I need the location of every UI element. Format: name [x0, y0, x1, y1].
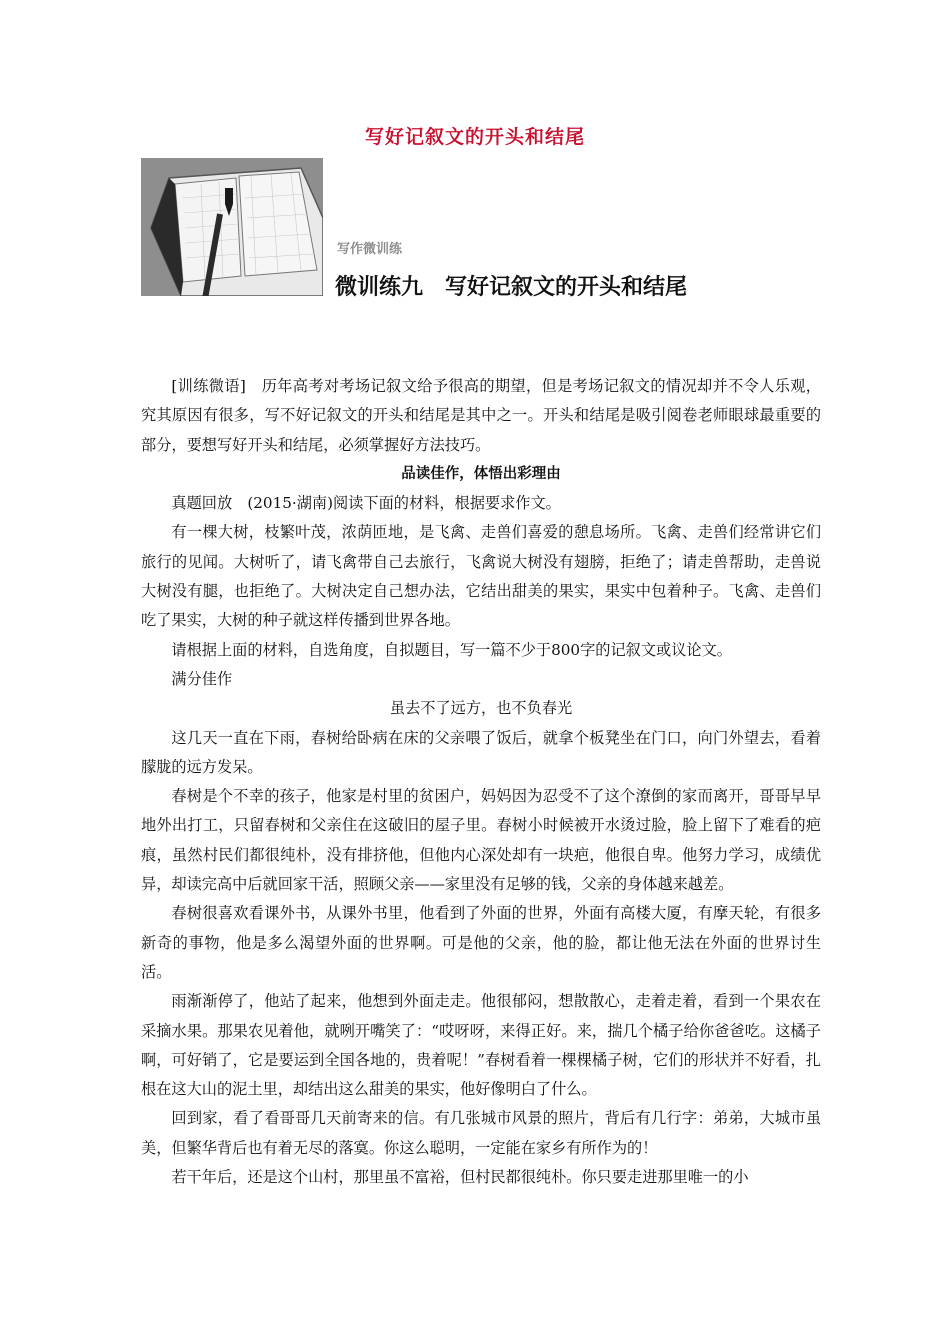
essay-paragraph: 若干年后，还是这个山村，那里虽不富裕，但村民都很纯朴。你只要走进那里唯一的小: [171, 1168, 749, 1187]
essay-paragraph: 回到家，看了看哥哥几天前寄来的信。有几张城市风景的照片，背后有几行字：弟弟，大城市虽美，但繁华背后也有着无尽的落寞。你这么聪明，一定能在家乡有所作为的！: [141, 1109, 821, 1157]
page-title: 写好记叙文的开头和结尾: [364, 126, 585, 148]
writing-requirement: 请根据上面的材料，自选角度，自拟题目，写一篇不少于800字的记叙文或议论文。: [171, 640, 732, 659]
essay-paragraph: 这几天一直在下雨，春树给卧病在床的父亲喂了饭后，就拿个板凳坐在门口，向门外望去，看着朦胧的远方发呆。: [141, 728, 821, 776]
exam-prompt-label: 真题回放 (2015·湖南)阅读下面的材料，根据要求作文。: [171, 494, 561, 513]
notebook-brush-photo: [141, 158, 323, 296]
notebook-brush-illustration: [141, 158, 323, 296]
essay-paragraph: 雨渐渐停了，他站了起来，他想到外面走走。他很郁闷，想散散心，走着走着，看到一个果农在采摘水果。那果农见着他，就咧开嘴笑了：“哎呀呀，来得正好。来，揣几个橘子给你爸爸吃。这橘子啊，可好销了，它是要运到全国各地的，贵着呢！”春树看着一棵棵橘子树，它们的形状并不好看，扎根在这大山的泥土里，却结出这么甜美的果实，他好像明白了什么。: [141, 992, 821, 1099]
training-intro: [训练微语] 历年高考对考场记叙文给予很高的期望，但是考场记叙文的情况却并不令人乐观，究其原因有很多，写不好记叙文的开头和结尾是其中之一。开头和结尾是吸引阅卷老师眼球最重要的部分，要想写好开头和结尾，必须掌握好方法技巧。: [141, 377, 821, 454]
essay-title: 虽去不了远方，也不负春光: [389, 699, 573, 718]
article-body: [141, 372, 821, 1192]
banner-heading: 微训练九 写好记叙文的开头和结尾: [335, 275, 688, 300]
banner-subtitle: 写作微训练: [337, 242, 403, 257]
section-heading: 品读佳作，体悟出彩理由: [401, 465, 561, 482]
essay-paragraph: 春树很喜欢看课外书，从课外书里，他看到了外面的世界，外面有高楼大厦，有摩天轮，有很多新奇的事物，他是多么渴望外面的世界啊。可是他的父亲，他的脸，都让他无法在外面的世界讨生活。: [141, 904, 821, 981]
essay-paragraph: 春树是个不幸的孩子，他家是村里的贫困户，妈妈因为忍受不了这个潦倒的家而离开，哥哥早早地外出打工，只留春树和父亲住在这破旧的屋子里。春树小时候被开水烫过脸，脸上留下了难看的疤痕，虽然村民们都很纯朴，没有排挤他，但他内心深处却有一块疤，他很自卑。他努力学习，成绩优异，却读完高中后就回家干活，照顾父亲——家里没有足够的钱，父亲的身体越来越差。: [141, 787, 821, 894]
material-paragraph: 有一棵大树，枝繁叶茂，浓荫匝地，是飞禽、走兽们喜爱的憩息场所。飞禽、走兽们经常讲它们旅行的见闻。大树听了，请飞禽带自己去旅行，飞禽说大树没有翅膀，拒绝了；请走兽帮助，走兽说大树没有腿，也拒绝了。大树决定自己想办法，它结出甜美的果实，果实中包着种子。飞禽、走兽们吃了果实，大树的种子就这样传播到世界各地。: [141, 523, 821, 630]
sample-essay-label: 满分佳作: [171, 669, 233, 688]
section-banner: [141, 158, 781, 298]
